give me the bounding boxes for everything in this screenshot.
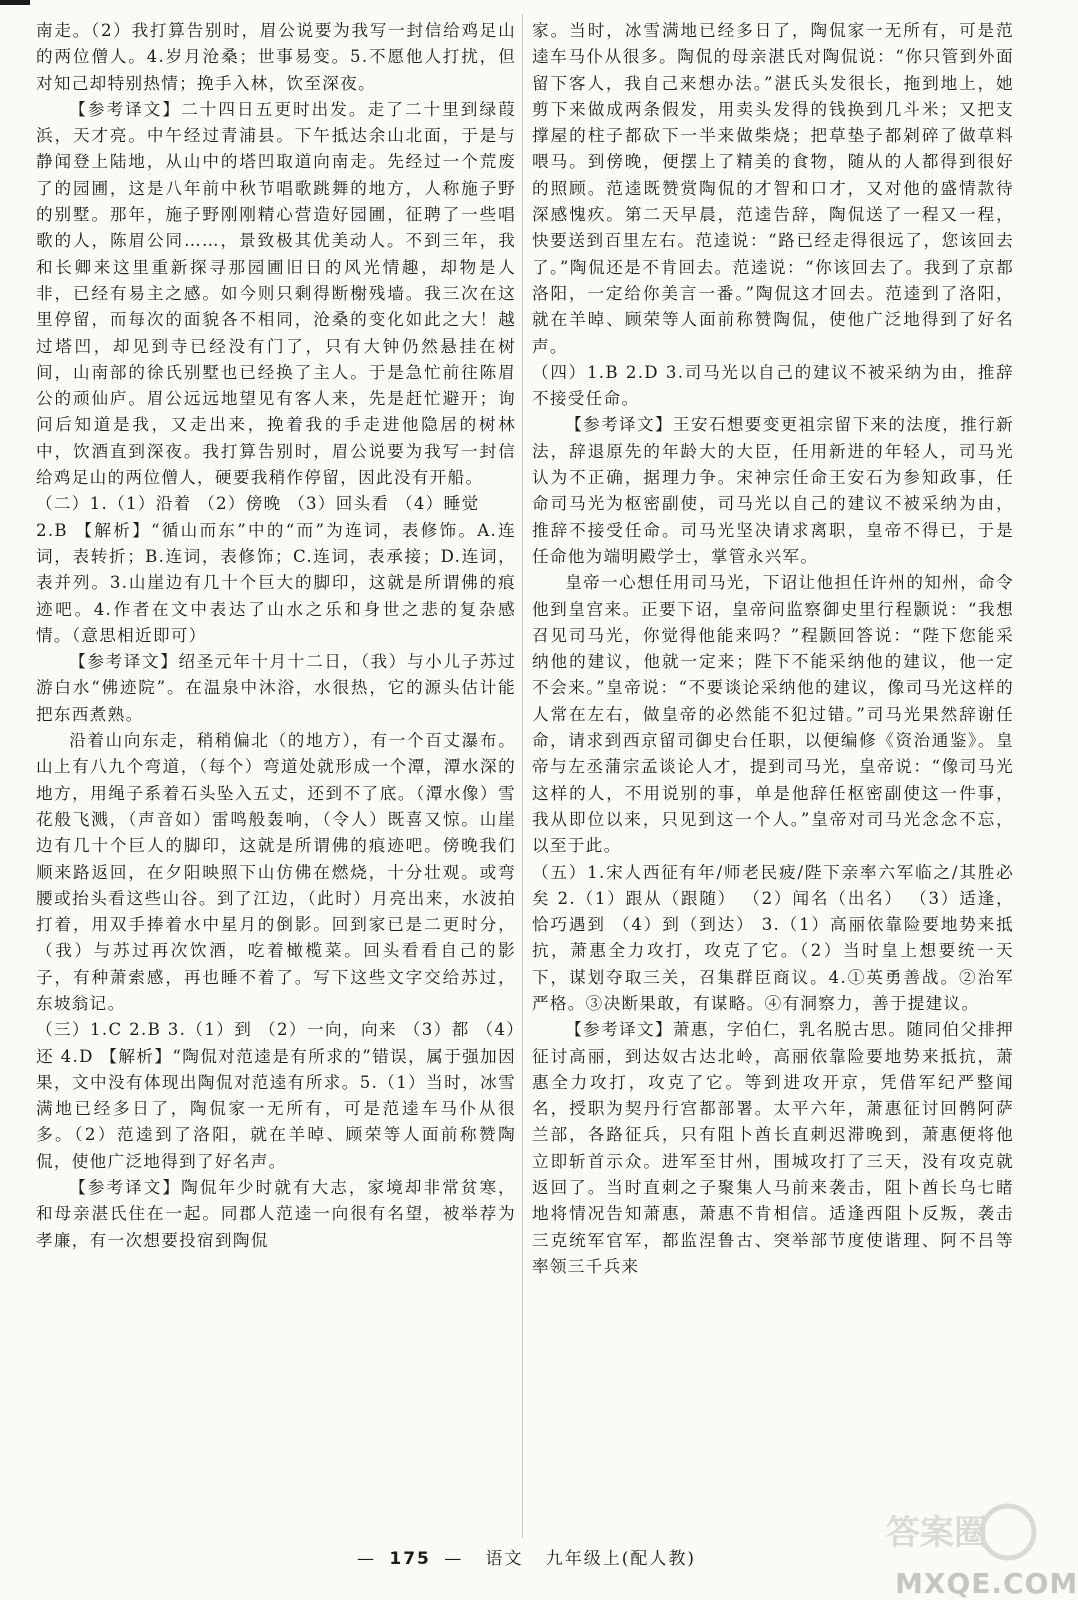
paragraph: 南走。（2）我打算告别时，眉公说要为我写一封信给鸡足山的两位僧人。4.岁月沧桑；世事易变。5.不愿他人打扰，但对知己却特别热情；挽手入林，饮至深夜。 — [36, 21, 516, 93]
paragraph: 沿着山向东走，稍稍偏北（的地方），有一个百丈瀑布。山上有八九个弯道，（每个）弯道处就形成一个潭，潭水深的地方，用绳子系着石头坠入五丈，还到不了底。（潭水像）雪花般飞溅，（声音如）雷鸣般轰响，（令人）既喜又惊。山崖边有几十个巨人的脚印，这就是所谓佛的痕迹吧。傍晚我们顺来路返回，在夕阳映照下山仿佛在燃烧，十分壮观。或弯腰或抬头看这些山谷。到了江边，（此时）月亮出来，水波拍打着，用双手捧着水中星月的倒影。回到家已是二更时分，（我）与苏过再次饮酒，吃着橄榄菜。回头看看自己的影子，有种萧索感，再也睡不着了。写下这些文字交给苏过，东坡翁记。 — [36, 731, 516, 1013]
column-divider — [522, 14, 523, 1538]
top-corner-bar — [0, 0, 30, 5]
footer-grade: 九年级上(配人教) — [545, 1549, 696, 1569]
paragraph: 【参考译文】绍圣元年十月十二日，（我）与小儿子苏过游白水“佛迹院”。在温泉中沐浴，水很热，它的源头估计能把东西煮熟。 — [36, 652, 516, 724]
watermark-url: MXQE.COM — [895, 1567, 1078, 1600]
footer-dash-left: — — [356, 1549, 376, 1569]
left-column — [36, 18, 516, 1254]
paragraph: 皇帝一心想任用司马光，下诏让他担任许州的知州，命令他到皇宫来。正要下诏，皇帝问监察御史里行程颢说：“我想召见司马光，你觉得他能来吗？”程颢回答说：“陛下您能采纳他的建议，他就一定来；陛下不能采纳他的建议，他一定不会来。”皇帝说：“不要谈论采纳他的建议，像司马光这样的人常在左右，做皇帝的必然能不犯过错。”司马光果然辞谢任命，请求到西京留司御史台任职，以便编修《资治通鉴》。皇帝与左丞蒲宗孟谈论人才，提到司马光，皇帝说：“像司马光这样的人，不用说别的事，单是他辞任枢密副使这一件事，我从即位以来，只见到这一个人。”皇帝对司马光念念不忘，以至于此。 — [532, 573, 1014, 856]
paragraph: （二）1.（1）沿着 （2）傍晚 （3）回头看 （4）睡觉 — [36, 494, 480, 514]
page-number: 175 — [389, 1549, 431, 1569]
footer-dash-right: — — [444, 1549, 464, 1569]
paragraph: （五）1.宋人西征有年/师老民疲/陛下亲率六军临之/其胜必矣 2.（1）跟从（跟随） （2）闻名（出名） （3）适逢，恰巧遇到 （4）到（到达） 3.（1）高丽依靠险要地势来抵抗，萧惠全力攻打，攻克了它。（2）当时皇上想要统一天下，谋划夺取三关，召集群臣商议。4.①英勇善战。②治军严格。③决断果敢，有谋略。④有洞察力，善于提建议。 — [532, 862, 1014, 1013]
right-column — [532, 18, 1014, 1280]
paragraph: 【参考译文】王安石想要变更祖宗留下来的法度，推行新法，辞退原先的年龄大的大臣，任用新进的年轻人，司马光认为不正确，据理力争。宋神宗任命王安石为参知政事，任命司马光为枢密副使，司马光以自己的建议不被采纳为由，推辞不接受任命。司马光坚决请求离职，皇帝不得已，于是任命他为端明殿学士，掌管永兴军。 — [532, 415, 1014, 566]
watermark-label: 答案圈 — [886, 1513, 988, 1553]
paragraph: 【参考译文】萧惠，字伯仁，乳名脱古思。随同伯父排押征讨高丽，到达奴古达北岭，高丽依靠险要地势来抵抗，萧惠全力攻打，攻克了它。等到进攻开京，凭借军纪严整闻名，授职为契丹行宫都部署。太平六年，萧惠征讨回鹘阿萨兰部，各路征兵，只有阻卜酋长直刺迟滞晚到，萧惠便将他立即斩首示众。进军至甘州，围城攻打了三天，没有攻克就返回了。当时直刺之子聚集人马前来袭击，阻卜酋长乌七睹地将情况告知萧惠，萧惠不肯相信。适逢西阻卜反叛，袭击三克统军官军，都监涅鲁古、突举部节度使谐理、阿不吕等率领三千兵来 — [532, 1020, 1014, 1276]
paragraph: 家。当时，冰雪满地已经多日了，陶侃家一无所有，可是范逵车马仆从很多。陶侃的母亲湛氏对陶侃说：“你只管到外面留下客人，我自己来想办法。”湛氏头发很长，拖到地上，她剪下来做成两条假发，用卖头发得的钱换到几斗米；又把支撑屋的柱子都砍下一半来做柴烧；把草垫子都剁碎了做草料喂马。到傍晚，便摆上了精美的食物，随从的人都得到很好的照顾。范逵既赞赏陶侃的才智和口才，又对他的盛情款待深感愧疚。第二天早晨，范逵告辞，陶侃送了一程又一程，快要送到百里左右。范逵说：“路已经走得很远了，您该回去了。”陶侃还是不肯回去。范逵说：“你该回去了。我到了京都洛阳，一定给你美言一番。”陶侃这才回去。范逵到了洛阳，就在羊晫、顾荣等人面前称赞陶侃，使他广泛地得到了好名声。 — [532, 21, 1014, 356]
footer-subject: 语文 — [485, 1549, 524, 1569]
paragraph: 2.B 【解析】“循山而东”中的“而”为连词，表修饰。A.连词，表转折；B.连词，表修饰；C.连词，表承接；D.连词，表并列。3.山崖边有几十个巨大的脚印，这就是所谓佛的痕迹吧。4.作者在文中表达了山水之乐和身世之悲的复杂感情。（意思相近即可） — [36, 520, 516, 645]
paragraph: （四）1.B 2.D 3.司马光以自己的建议不被采纳为由，推辞不接受任命。 — [532, 362, 1014, 409]
paragraph: （三）1.C 2.B 3.（1）到 （2）一向，向来 （3）都 （4）还 4.D 【解析】“陶侃对范逵是有所求的”错误，属于强加因果，文中没有体现出陶侃对范逵有所求。5.（1）当时，冰雪满地已经多日了，陶侃家一无所有，可是范逵车马仆从很多。（2）范逵到了洛阳，就在羊晫、顾荣等人面前称赞陶侃，使他广泛地得到了好名声。 — [36, 1020, 516, 1171]
paragraph: 【参考译文】二十四日五更时出发。走了二十里到绿葭浜，天才亮。中午经过青浦县。下午抵达余山北面，于是与静闻登上陆地，从山中的塔凹取道向南走。先经过一个荒废了的园圃，这是八年前中秋节唱歌跳舞的地方，人称施子野的别墅。那年，施子野刚刚精心营造好园圃，征聘了一些唱歌的人，陈眉公同……，景致极其优美动人。不到三年，我和长卿来这里重新探寻那园圃旧日的风光情趣，却物是人非，已经有易主之感。如今则只剩得断榭残墙。我三次在这里停留，而每次的面貌各不相同，沧桑的变化如此之大！越过塔凹，却见到寺已经没有门了，只有大钟仍然悬挂在树间，山南部的徐氏别墅也已经换了主人。于是急忙前往陈眉公的顽仙庐。眉公远远地望见有客人来，先是赶忙避开；询问后知道是我，又走出来，挽着我的手走进他隐居的树林中，饮酒直到深夜。我打算告别时，眉公说要为我写一封信给鸡足山的两位僧人，硬要我稍作停留，因此没有开船。 — [36, 99, 516, 488]
paragraph: 【参考译文】陶侃年少时就有大志，家境却非常贫寒，和母亲湛氏住在一起。同郡人范逵一向很有名望，被举荐为孝廉，有一次想要投宿到陶侃 — [36, 1178, 516, 1250]
